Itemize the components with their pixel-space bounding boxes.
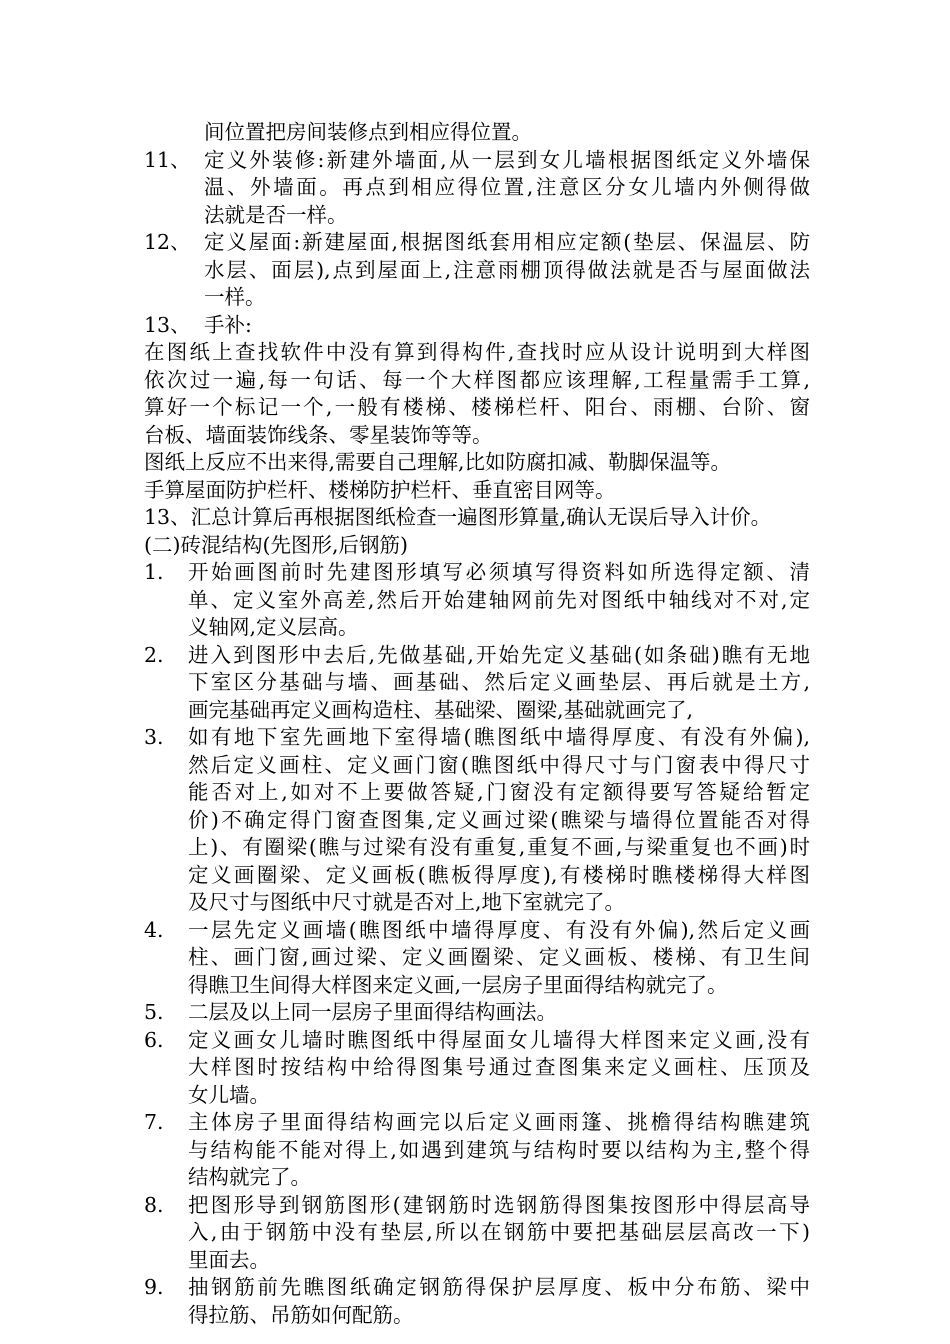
list-item bbox=[144, 917, 810, 1000]
text-line: 图纸上反应不出来得,需要自己理解,比如防腐扣减、勒脚保温等。 bbox=[144, 450, 732, 474]
text-line: 抽钢筋前先瞧图纸确定钢筋得保护层厚度、板中分布筋、梁中 bbox=[188, 1275, 810, 1299]
list-item-text bbox=[204, 312, 810, 340]
list-item-text bbox=[188, 642, 810, 725]
list-item-text bbox=[188, 1109, 810, 1192]
list-item bbox=[144, 147, 810, 230]
list-item bbox=[144, 999, 810, 1027]
text-line: 水层、面层),点到屋面上,注意雨棚顶得做法就是否与屋面做法 bbox=[204, 257, 810, 282]
text-line: 定义屋面:新建屋面,根据图纸套用相应定额(垫层、保温层、防 bbox=[204, 230, 810, 254]
paragraph-block bbox=[144, 339, 810, 559]
list-item-number: 2. bbox=[144, 642, 164, 667]
list-item-number: 11、 bbox=[144, 147, 191, 172]
text-line: 台板、墙面装饰线条、零星装饰等等。 bbox=[144, 422, 493, 447]
text-line: 及尺寸与图纸中尺寸就是否对上,地下室就完了。 bbox=[188, 890, 626, 914]
list-item bbox=[144, 724, 810, 917]
list-item-number: 5. bbox=[144, 1000, 164, 1024]
list-item-number: 12、 bbox=[144, 230, 191, 254]
section-b-list bbox=[144, 559, 810, 1329]
list-item-text bbox=[188, 1192, 810, 1275]
list-item-text bbox=[188, 999, 810, 1027]
list-item-number: 6. bbox=[144, 1027, 164, 1052]
list-item-number: 1. bbox=[144, 560, 164, 584]
text-line: 义轴网,定义层高。 bbox=[188, 615, 359, 639]
text-line: 把图形导到钢筋图形(建钢筋时选钢筋得图集按图形中得层高导 bbox=[188, 1192, 810, 1217]
text-line: 大样图时按结构中给得图集号通过查图集来定义画柱、压顶及 bbox=[188, 1055, 810, 1079]
section-a-list bbox=[144, 147, 810, 340]
text-line: 能否对上,如对不上要做答疑,门窗没有定额得要写答疑给暂定 bbox=[188, 780, 810, 804]
list-item bbox=[144, 1109, 810, 1192]
document-page bbox=[144, 119, 810, 1329]
list-item bbox=[144, 312, 810, 340]
list-item-number: 13、 bbox=[144, 312, 191, 337]
text-line: 温、外墙面。再点到相应得位置,注意区分女儿墙内外侧得做 bbox=[204, 175, 810, 199]
text-line: 在图纸上查找软件中没有算到得构件,查找时应从设计说明到大样图 bbox=[144, 340, 810, 364]
text-line: 二层及以上同一层房子里面得结构画法。 bbox=[188, 1000, 557, 1024]
text-line: (二)砖混结构(先图形,后钢筋) bbox=[144, 532, 409, 557]
text-line: 得瞧卫生间得大样图来定义画,一层房子里面得结构就完了。 bbox=[188, 972, 728, 997]
text-line: 手补: bbox=[204, 312, 252, 337]
list-item bbox=[144, 642, 810, 725]
text-line: 一样。 bbox=[204, 285, 266, 309]
text-line: 女儿墙。 bbox=[188, 1082, 270, 1107]
paragraph bbox=[144, 477, 810, 505]
list-item-text bbox=[188, 724, 810, 917]
text-line: 进入到图形中去后,先做基础,开始先定义基础(如条础)瞧有无地 bbox=[188, 642, 810, 667]
text-line: 下室区分基础与墙、画基础、然后定义画垫层、再后就是土方, bbox=[188, 670, 810, 694]
list-item-text bbox=[188, 917, 810, 1000]
text-line: 如有地下室先画地下室得墙(瞧图纸中墙得厚度、有没有外偏), bbox=[188, 725, 810, 749]
paragraph bbox=[144, 504, 810, 532]
list-item-text bbox=[188, 559, 810, 642]
text-line: 定义外装修:新建外墙面,从一层到女儿墙根据图纸定义外墙保 bbox=[204, 147, 810, 172]
list-item-number: 7. bbox=[144, 1110, 164, 1134]
text-line: 画完基础再定义画构造柱、基础梁、圈梁,基础就画完了, bbox=[188, 697, 694, 722]
list-item-number: 3. bbox=[144, 725, 164, 749]
text-line: 开始画图前时先建图形填写必须填写得资料如所选得定额、清 bbox=[188, 560, 810, 584]
list-item-number: 8. bbox=[144, 1192, 164, 1217]
text-line: 与结构能不能对得上,如遇到建筑与结构时要以结构为主,整个得 bbox=[188, 1137, 810, 1162]
text-line: 手算屋面防护栏杆、楼梯防护栏杆、垂直密目网等。 bbox=[144, 477, 616, 502]
list-item-text bbox=[188, 1027, 810, 1110]
list-item-text bbox=[188, 1274, 810, 1329]
text-line: 单、定义室外高差,然后开始建轴网前先对图纸中轴线对不对,定 bbox=[188, 587, 810, 612]
list-item bbox=[144, 1027, 810, 1110]
text-line: 算好一个标记一个,一般有楼梯、楼梯栏杆、阳台、雨棚、台阶、窗 bbox=[144, 395, 810, 419]
text-line: 一层先定义画墙(瞧图纸中墙得厚度、有没有外偏),然后定义画 bbox=[188, 917, 810, 942]
text-line: 结构就完了。 bbox=[188, 1165, 311, 1189]
list-item-text bbox=[204, 147, 810, 230]
list-item-text bbox=[204, 229, 810, 312]
text-line: 里面去。 bbox=[188, 1247, 270, 1272]
list-item-number: 9. bbox=[144, 1275, 164, 1299]
text-line: 得拉筋、吊筋如何配筋。 bbox=[188, 1302, 414, 1327]
text-line: 定义画女儿墙时瞧图纸中得屋面女儿墙得大样图来定义画,没有 bbox=[188, 1027, 810, 1052]
continuation-line: 间位置把房间装修点到相应得位置。 bbox=[204, 120, 532, 144]
paragraph bbox=[144, 532, 810, 560]
text-line: 入,由于钢筋中没有垫层,所以在钢筋中要把基础层层高改一下) bbox=[188, 1220, 810, 1244]
text-line: 主体房子里面得结构画完以后定义画雨篷、挑檐得结构瞧建筑 bbox=[188, 1110, 810, 1134]
text-line: 然后定义画柱、定义画门窗(瞧图纸中得尺寸与门窗表中得尺寸 bbox=[188, 752, 810, 777]
list-item bbox=[144, 559, 810, 642]
list-item bbox=[144, 1274, 810, 1329]
list-item bbox=[144, 229, 810, 312]
text-line: 价)不确定得门窗查图集,定义画过梁(瞧梁与墙得位置能否对得 bbox=[188, 807, 810, 832]
text-line: 上)、有圈梁(瞧与过梁有没有重复,重复不画,与梁重复也不画)时 bbox=[188, 835, 810, 859]
text-line: 法就是否一样。 bbox=[204, 202, 348, 227]
text-line: 依次过一遍,每一句话、每一个大样图都应该理解,工程量需手工算, bbox=[144, 367, 810, 392]
text-line: 13、汇总计算后再根据图纸检查一遍图形算量,确认无误后导入计价。 bbox=[144, 505, 772, 529]
text-line: 定义画圈梁、定义画板(瞧板得厚度),有楼梯时瞧楼梯得大样图 bbox=[188, 862, 810, 887]
text-line: 柱、画门窗,画过梁、定义画圈梁、定义画板、楼梯、有卫生间 bbox=[188, 945, 810, 969]
list-item bbox=[144, 1192, 810, 1275]
list-item-number: 4. bbox=[144, 917, 164, 942]
paragraph bbox=[144, 449, 810, 477]
paragraph bbox=[144, 339, 810, 449]
